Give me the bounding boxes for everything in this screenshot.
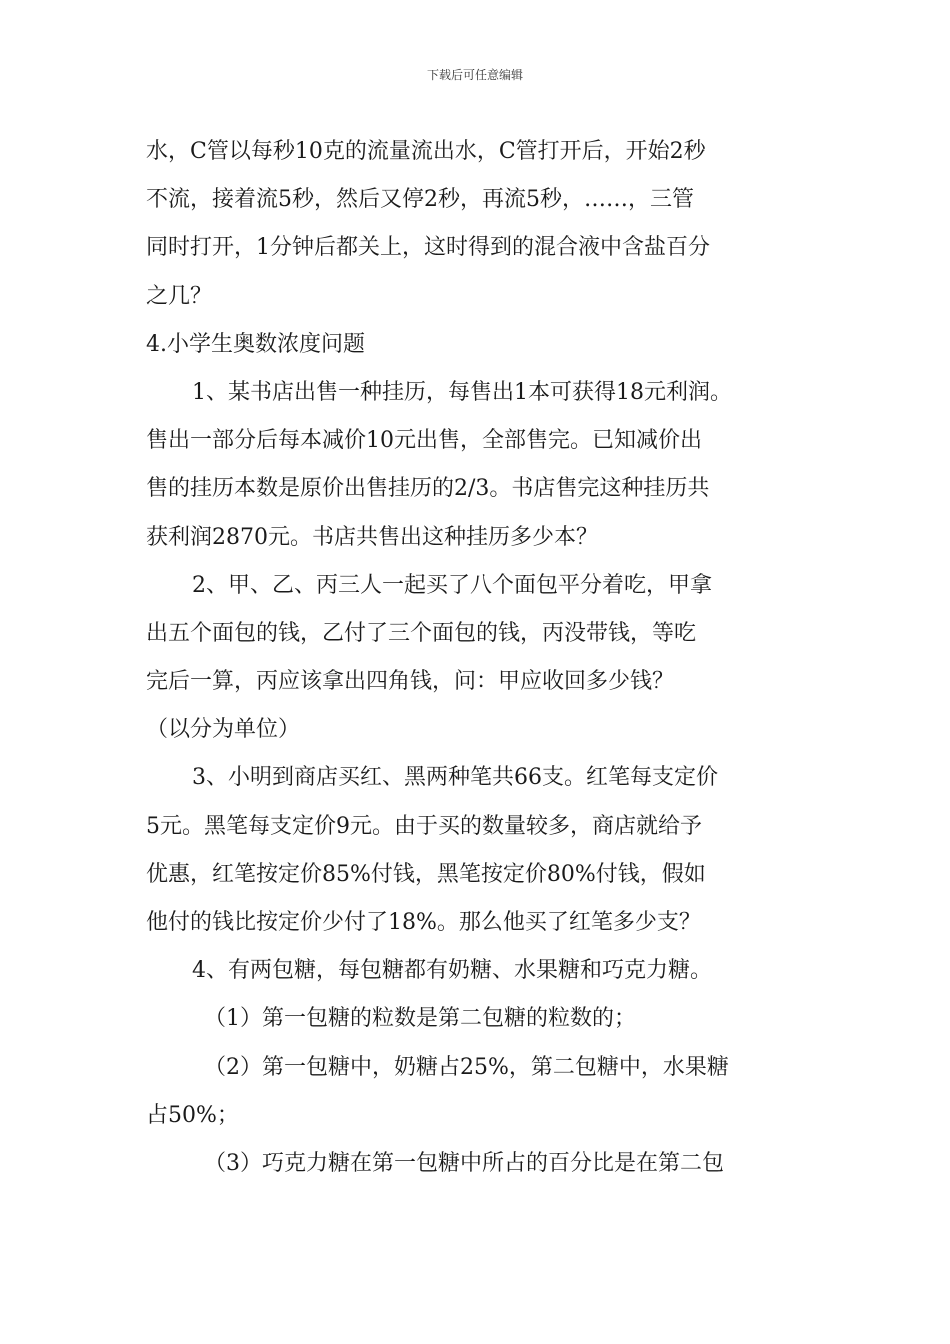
text-line: 出五个面包的钱，乙付了三个面包的钱，丙没带钱，等吃 xyxy=(146,620,697,646)
question-2-start: 2、甲、乙、丙三人一起买了八个面包平分着吃，甲拿 xyxy=(192,572,712,598)
page-header: 下载后可任意编辑 xyxy=(426,68,523,82)
text-line: 同时打开，1分钟后都关上，这时得到的混合液中含盐百分 xyxy=(146,235,710,261)
condition-2: （2）第一包糖中，奶糖占25%，第二包糖中，水果糖 xyxy=(204,1054,729,1080)
text-line: 占50%； xyxy=(146,1102,239,1128)
text-line: 获利润2870元。书店共售出这种挂历多少本？ xyxy=(146,524,598,550)
text-line: 5元。黑笔每支定价9元。由于买的数量较多，商店就给予 xyxy=(146,813,702,839)
text-line: 售出一部分后每本减价10元出售，全部售完。已知减价出 xyxy=(146,428,702,454)
text-line: 他付的钱比按定价少付了18%。那么他买了红笔多少支？ xyxy=(146,910,701,935)
text-line: 优惠，红笔按定价85%付钱，黑笔按定价80%付钱，假如 xyxy=(146,861,706,887)
condition-1: （1）第一包糖的粒数是第二包糖的粒数的； xyxy=(204,1006,636,1032)
question-3-start: 3、小明到商店买红、黑两种笔共66支。红笔每支定价 xyxy=(192,765,718,791)
text-line: 不流，接着流5秒，然后又停2秒，再流5秒，……，三管 xyxy=(146,187,694,213)
document-body xyxy=(146,128,818,1188)
question-4-start: 4、有两包糖，每包糖都有奶糖、水果糖和巧克力糖。 xyxy=(192,958,712,984)
condition-3: （3）巧克力糖在第一包糖中所占的百分比是在第二包 xyxy=(204,1150,724,1176)
text-line: （以分为单位） xyxy=(146,717,301,743)
text-line: 售的挂历本数是原价出售挂历的2/3。书店售完这种挂历共 xyxy=(146,476,710,502)
question-1-start: 1、某书店出售一种挂历，每售出1本可获得18元利润。 xyxy=(192,379,732,405)
text-line: 之几？ xyxy=(146,283,213,309)
section-heading: 4.小学生奥数浓度问题 xyxy=(146,331,365,357)
text-line: 水，C管以每秒10克的流量流出水，C管打开后，开始2秒 xyxy=(146,139,706,164)
text-line: 完后一算，丙应该拿出四角钱，问：甲应收回多少钱？ xyxy=(146,669,675,695)
